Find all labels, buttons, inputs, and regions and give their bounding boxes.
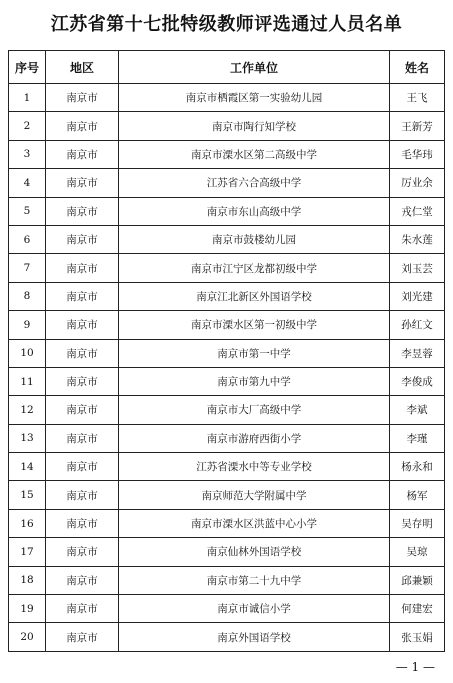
cell-region: 南京市: [46, 282, 119, 310]
table-row: [9, 339, 445, 367]
cell-work-unit: 南京市溧水区洪蓝中心小学: [119, 509, 390, 537]
cell-work-unit: 南京外国语学校: [119, 623, 390, 651]
roster-table: [8, 50, 445, 652]
cell-region: 南京市: [46, 339, 119, 367]
cell-work-unit: 南京市游府西街小学: [119, 424, 390, 452]
cell-region: 南京市: [46, 509, 119, 537]
cell-number: 1: [9, 84, 46, 112]
table-row: [9, 367, 445, 395]
cell-name: 邱兼颖: [390, 566, 445, 594]
cell-number: 16: [9, 509, 46, 537]
table-row: [9, 225, 445, 253]
cell-work-unit: 南京市第九中学: [119, 367, 390, 395]
cell-work-unit: 南京市第二十九中学: [119, 566, 390, 594]
cell-region: 南京市: [46, 140, 119, 168]
cell-work-unit: 南京市第一中学: [119, 339, 390, 367]
cell-work-unit: 南京市鼓楼幼儿园: [119, 225, 390, 253]
cell-number: 20: [9, 623, 46, 651]
cell-number: 10: [9, 339, 46, 367]
cell-region: 南京市: [46, 396, 119, 424]
table-row: [9, 140, 445, 168]
cell-region: 南京市: [46, 538, 119, 566]
cell-work-unit: 南京市陶行知学校: [119, 112, 390, 140]
cell-number: 4: [9, 169, 46, 197]
table-body: [9, 84, 445, 652]
cell-work-unit: 南京市大厂高级中学: [119, 396, 390, 424]
cell-name: 李昱蓉: [390, 339, 445, 367]
cell-number: 13: [9, 424, 46, 452]
cell-number: 15: [9, 481, 46, 509]
cell-number: 19: [9, 595, 46, 623]
cell-work-unit: 南京市栖霞区第一实验幼儿园: [119, 84, 390, 112]
table-row: [9, 424, 445, 452]
cell-region: 南京市: [46, 481, 119, 509]
table-row: [9, 566, 445, 594]
page-number: — 1 —: [395, 660, 435, 674]
cell-name: 李瑾: [390, 424, 445, 452]
cell-name: 杨永和: [390, 453, 445, 481]
cell-region: 南京市: [46, 169, 119, 197]
table-row: [9, 396, 445, 424]
table-row: [9, 595, 445, 623]
cell-region: 南京市: [46, 112, 119, 140]
header-number: 序号: [9, 51, 46, 84]
cell-work-unit: 南京仙林外国语学校: [119, 538, 390, 566]
cell-name: 孙红文: [390, 311, 445, 339]
header-work-unit: 工作单位: [119, 51, 390, 84]
cell-region: 南京市: [46, 453, 119, 481]
table-row: [9, 509, 445, 537]
cell-name: 刘光建: [390, 282, 445, 310]
header-region: 地区: [46, 51, 119, 84]
cell-number: 18: [9, 566, 46, 594]
cell-name: 毛华玮: [390, 140, 445, 168]
cell-region: 南京市: [46, 424, 119, 452]
cell-name: 何建宏: [390, 595, 445, 623]
cell-name: 杨军: [390, 481, 445, 509]
cell-number: 11: [9, 367, 46, 395]
page-title: 江苏省第十七批特级教师评选通过人员名单: [50, 14, 403, 35]
cell-region: 南京市: [46, 566, 119, 594]
table-row: [9, 453, 445, 481]
cell-name: 李俊成: [390, 367, 445, 395]
cell-number: 12: [9, 396, 46, 424]
cell-region: 南京市: [46, 254, 119, 282]
table-row: [9, 84, 445, 112]
table-row: [9, 538, 445, 566]
cell-name: 李斌: [390, 396, 445, 424]
cell-work-unit: 南京市江宁区龙都初级中学: [119, 254, 390, 282]
cell-number: 3: [9, 140, 46, 168]
cell-region: 南京市: [46, 367, 119, 395]
cell-name: 王飞: [390, 84, 445, 112]
table-row: [9, 112, 445, 140]
header-name: 姓名: [390, 51, 445, 84]
cell-region: 南京市: [46, 595, 119, 623]
cell-work-unit: 南京市东山高级中学: [119, 197, 390, 225]
cell-region: 南京市: [46, 623, 119, 651]
cell-name: 朱水莲: [390, 225, 445, 253]
cell-work-unit: 江苏省溧水中等专业学校: [119, 453, 390, 481]
cell-region: 南京市: [46, 84, 119, 112]
cell-work-unit: 南京市溧水区第二高级中学: [119, 140, 390, 168]
cell-region: 南京市: [46, 197, 119, 225]
cell-work-unit: 江苏省六合高级中学: [119, 169, 390, 197]
cell-number: 7: [9, 254, 46, 282]
cell-region: 南京市: [46, 311, 119, 339]
cell-name: 吴存明: [390, 509, 445, 537]
cell-number: 2: [9, 112, 46, 140]
table-row: [9, 282, 445, 310]
table-row: [9, 254, 445, 282]
cell-number: 17: [9, 538, 46, 566]
table-row: [9, 169, 445, 197]
cell-number: 9: [9, 311, 46, 339]
cell-name: 刘玉芸: [390, 254, 445, 282]
cell-work-unit: 南京市溧水区第一初级中学: [119, 311, 390, 339]
cell-name: 张玉娟: [390, 623, 445, 651]
table-header-row: [9, 51, 445, 84]
cell-work-unit: 南京江北新区外国语学校: [119, 282, 390, 310]
cell-name: 吴琼: [390, 538, 445, 566]
cell-work-unit: 南京师范大学附属中学: [119, 481, 390, 509]
cell-name: 戎仁堂: [390, 197, 445, 225]
cell-number: 5: [9, 197, 46, 225]
table-row: [9, 623, 445, 651]
table-row: [9, 311, 445, 339]
cell-name: 王新芳: [390, 112, 445, 140]
cell-work-unit: 南京市诚信小学: [119, 595, 390, 623]
cell-region: 南京市: [46, 225, 119, 253]
cell-number: 14: [9, 453, 46, 481]
table-row: [9, 197, 445, 225]
cell-number: 8: [9, 282, 46, 310]
cell-name: 厉业余: [390, 169, 445, 197]
cell-number: 6: [9, 225, 46, 253]
table-row: [9, 481, 445, 509]
